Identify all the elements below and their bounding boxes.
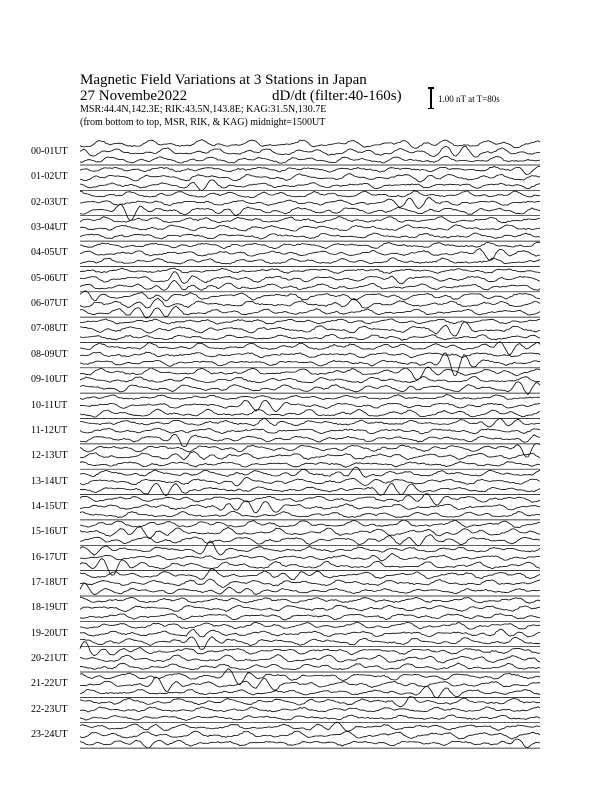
hour-label: 10-11UT bbox=[31, 399, 68, 411]
trace-msr-01-02UT bbox=[80, 180, 540, 191]
trace-msr-19-20UT bbox=[80, 637, 540, 650]
trace-msr-15-16UT bbox=[80, 535, 540, 546]
hour-label: 00-01UT bbox=[31, 146, 68, 157]
trace-msr-03-04UT bbox=[80, 233, 540, 239]
trace-msr-07-08UT bbox=[80, 334, 540, 340]
trace-msr-21-22UT bbox=[80, 686, 540, 697]
trace-rik-20-21UT bbox=[80, 655, 540, 663]
trace-msr-00-01UT bbox=[80, 156, 540, 163]
hour-label: 08-09UT bbox=[31, 348, 68, 360]
trace-kag-20-21UT bbox=[80, 642, 540, 656]
trace-kag-06-07UT bbox=[80, 291, 540, 301]
hour-label: 13-14UT bbox=[31, 475, 68, 487]
trace-rik-14-15UT bbox=[80, 501, 540, 513]
hour-label: 15-16UT bbox=[31, 526, 68, 538]
hour-label: 01-02UT bbox=[31, 171, 68, 183]
trace-msr-04-05UT bbox=[80, 258, 540, 264]
order-note: (from bottom to top, MSR, RIK, & KAG) midnight=1500UT bbox=[80, 117, 326, 128]
trace-kag-00-01UT bbox=[80, 140, 540, 149]
trace-msr-10-11UT bbox=[80, 409, 540, 417]
trace-rik-06-07UT bbox=[80, 298, 540, 308]
quantity-label: dD/dt (filter:40-160s) bbox=[272, 88, 402, 104]
hour-label: 21-22UT bbox=[31, 678, 68, 690]
trace-msr-18-19UT bbox=[80, 614, 540, 620]
trace-rik-05-06UT bbox=[80, 272, 540, 284]
trace-rik-00-01UT bbox=[80, 146, 540, 157]
trace-rik-22-23UT bbox=[80, 707, 540, 713]
trace-kag-13-14UT bbox=[80, 467, 540, 477]
trace-msr-12-13UT bbox=[80, 462, 540, 468]
stations-label: MSR:44.4N,142.3E; RIK:43.5N,143.8E; KAG:31.5N,130.7E bbox=[80, 104, 327, 115]
hour-label: 07-08UT bbox=[31, 323, 68, 335]
hour-label: 09-10UT bbox=[31, 374, 68, 386]
trace-kag-05-06UT bbox=[80, 268, 540, 274]
hour-label: 23-24UT bbox=[31, 729, 68, 741]
trace-kag-03-04UT bbox=[80, 217, 540, 223]
hour-label: 20-21UT bbox=[31, 653, 68, 664]
trace-rik-16-17UT bbox=[80, 553, 540, 561]
hour-label: 19-20UT bbox=[31, 627, 68, 639]
trace-msr-08-09UT bbox=[80, 353, 540, 375]
trace-kag-14-15UT bbox=[80, 494, 540, 505]
trace-rik-01-02UT bbox=[80, 174, 540, 182]
trace-rik-17-18UT bbox=[80, 579, 540, 587]
trace-msr-02-03UT bbox=[80, 204, 540, 220]
trace-kag-07-08UT bbox=[80, 319, 540, 324]
trace-msr-17-18UT bbox=[80, 583, 540, 595]
trace-msr-09-10UT bbox=[80, 382, 540, 395]
trace-kag-01-02UT bbox=[80, 166, 540, 174]
trace-rik-03-04UT bbox=[80, 225, 540, 231]
trace-rik-11-12UT bbox=[80, 428, 540, 434]
hour-label: 12-13UT bbox=[31, 450, 68, 462]
hour-label: 04-05UT bbox=[31, 247, 68, 259]
hour-label: 06-07UT bbox=[31, 298, 68, 310]
trace-rik-07-08UT bbox=[80, 322, 540, 336]
trace-rik-13-14UT bbox=[80, 478, 540, 486]
hour-label: 11-12UT bbox=[31, 424, 68, 436]
trace-msr-16-17UT bbox=[80, 559, 540, 576]
trace-rik-15-16UT bbox=[80, 526, 540, 539]
trace-rik-02-03UT bbox=[80, 198, 540, 209]
trace-kag-17-18UT bbox=[80, 569, 540, 580]
trace-msr-14-15UT bbox=[80, 511, 540, 517]
hour-label: 16-17UT bbox=[31, 551, 68, 563]
trace-msr-05-06UT bbox=[80, 280, 540, 290]
trace-kag-23-24UT bbox=[80, 722, 540, 731]
trace-rik-08-09UT bbox=[80, 352, 540, 358]
trace-rik-09-10UT bbox=[80, 377, 540, 383]
trace-kag-18-19UT bbox=[80, 597, 540, 603]
trace-kag-19-20UT bbox=[80, 622, 540, 629]
trace-rik-19-20UT bbox=[80, 629, 540, 637]
trace-kag-15-16UT bbox=[80, 520, 540, 528]
trace-msr-13-14UT bbox=[80, 483, 540, 496]
hour-label: 14-15UT bbox=[31, 500, 68, 512]
trace-msr-11-12UT bbox=[80, 434, 540, 446]
trace-rik-23-24UT bbox=[80, 731, 540, 739]
hour-label: 22-23UT bbox=[31, 703, 68, 715]
trace-kag-04-05UT bbox=[80, 242, 540, 249]
trace-msr-23-24UT bbox=[80, 739, 540, 748]
hour-label: 02-03UT bbox=[31, 196, 68, 208]
hour-label: 18-19UT bbox=[31, 602, 68, 614]
trace-kag-16-17UT bbox=[80, 541, 540, 555]
trace-rik-12-13UT bbox=[80, 452, 540, 460]
trace-kag-22-23UT bbox=[80, 696, 540, 707]
trace-rik-04-05UT bbox=[80, 249, 540, 261]
trace-msr-20-21UT bbox=[80, 663, 540, 670]
trace-kag-02-03UT bbox=[80, 191, 540, 198]
scale-label: 1.00 nT at T=80s bbox=[438, 94, 500, 104]
trace-kag-11-12UT bbox=[80, 418, 540, 427]
hour-label: 03-04UT bbox=[31, 222, 68, 234]
trace-rik-18-19UT bbox=[80, 605, 540, 611]
hour-label: 17-18UT bbox=[31, 576, 68, 588]
chart-title: Magnetic Field Variations at 3 Stations in Japan bbox=[80, 72, 367, 88]
trace-msr-22-23UT bbox=[80, 715, 540, 721]
trace-rik-21-22UT bbox=[80, 678, 540, 692]
date-label: 27 Novembe2022 bbox=[80, 88, 188, 104]
hour-label: 05-06UT bbox=[31, 272, 68, 284]
trace-kag-10-11UT bbox=[80, 395, 540, 400]
